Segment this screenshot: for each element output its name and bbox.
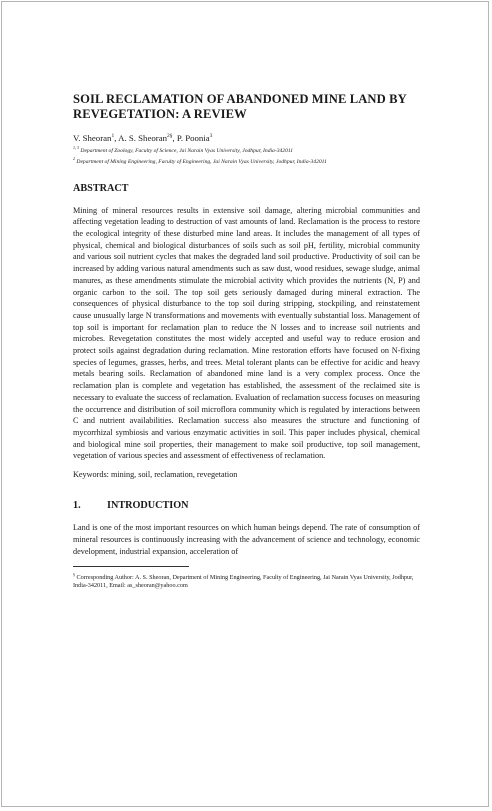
affiliation (73, 155, 420, 166)
author-name: A. S. Sheoran (118, 132, 167, 143)
footnote-divider (73, 566, 189, 567)
keywords: Keywords: mining, soil, reclamation, revegetation (73, 470, 238, 480)
introduction-text: Land is one of the most important resources on which human beings depend. The rate of consumption of mineral resources is continuously increasing with the advancement of science and technology, economic development, industrial expansion, acceleration of (73, 523, 420, 556)
author-name: P. Poonia (176, 132, 210, 143)
author-affil-marker: 3 (209, 133, 213, 139)
paper-page (1, 1, 489, 807)
page-content (73, 92, 420, 591)
footnote-text: Corresponding Author: A. S. Sheoran, Department of Mining Engineering, Faculty of Engineering, Jai Narain Vyas University, Jodhpur, India-342011, Email: as_sheoran@yahoo.com (73, 573, 414, 590)
affiliation (73, 144, 420, 155)
footnote-marker: § (73, 571, 75, 577)
paper-title: SOIL RECLAMATION OF ABANDONED MINE LAND BY REVEGETATION: A REVIEW (73, 92, 407, 121)
abstract-heading: ABSTRACT (73, 182, 129, 194)
section-title: INTRODUCTION (107, 500, 189, 512)
introduction-heading (73, 500, 420, 511)
affiliation-text: Department of Zoology, Faculty of Science, Jai Narain Vyas University, Jodhpur, India-342011 (79, 147, 294, 154)
author-separator: , (172, 132, 177, 143)
author-affil-marker: 2§ (167, 133, 173, 139)
abstract-text: Mining of mineral resources results in extensive soil damage, altering microbial communities and affecting vegetation leading to destruction of vast amounts of land. Reclamation is the process to restore the ecological integrity of these disturbed mine land areas. It includes the management of all types of physical, chemical and biological disturbances of soils such as soil pH, fertility, microbial community and various soil nutrient cycles that makes the degraded land soil productive. Productivity of soil can be increased by adding various natural amendments such as saw dust, wood residues, sewage sludge, animal manures, as these amendments stimulate the microbial activity which provides the nutrients (N, P) and organic carbon to the soil. The top soil gets seriously damaged during mineral extraction. The consequences of physical disturbance to the top soil during stripping, stockpiling, and reinstatement cause unusually large N transformations and movements with eventually substantial loss. Management of top soil is important for reclamation plan to reduce the N losses and to increase soil nutrients and microbes. Revegetation constitutes the most widely accepted and useful way to reduce erosion and protect soils against degradation during reclamation. Mine restoration efforts have focused on N-fixing species of legumes, grasses, herbs, and trees. Metal tolerant plants can be effective for acidic and heavy metals bearing soils. Reclamation of abandoned mine land is a very complex process. Once the reclamation plan is complete and vegetation has established, the assessment of the reclaimed site is necessary to evaluate the success of reclamation. Evaluation of reclamation success focuses on measuring the occurrence and distribution of soil microflora community which is regulated by interactions between C and nutrient availabilities. Reclamation success also measures the structure and functioning of mycorrhizal symbiosis and various enzymatic activities in soil. This paper includes physical, chemical and biological mine soil properties, their management to make soil productive, top soil management, vegetation of various species and assessment of effectiveness of reclamation. (73, 205, 420, 461)
author-separator: , (114, 132, 119, 143)
affiliation-marker: 1, 3 (73, 144, 79, 150)
author-line (73, 131, 420, 144)
author-name: V. Sheoran (73, 132, 112, 143)
affiliation-text: Department of Mining Engineering, Faculty of Engineering, Jai Narain Vyas University, Jodhpur, India-342011 (75, 158, 327, 165)
affiliation-marker: 2 (73, 155, 75, 161)
footnote (73, 571, 420, 591)
author-affil-marker: 1 (111, 133, 115, 139)
section-number: 1. (73, 500, 81, 512)
